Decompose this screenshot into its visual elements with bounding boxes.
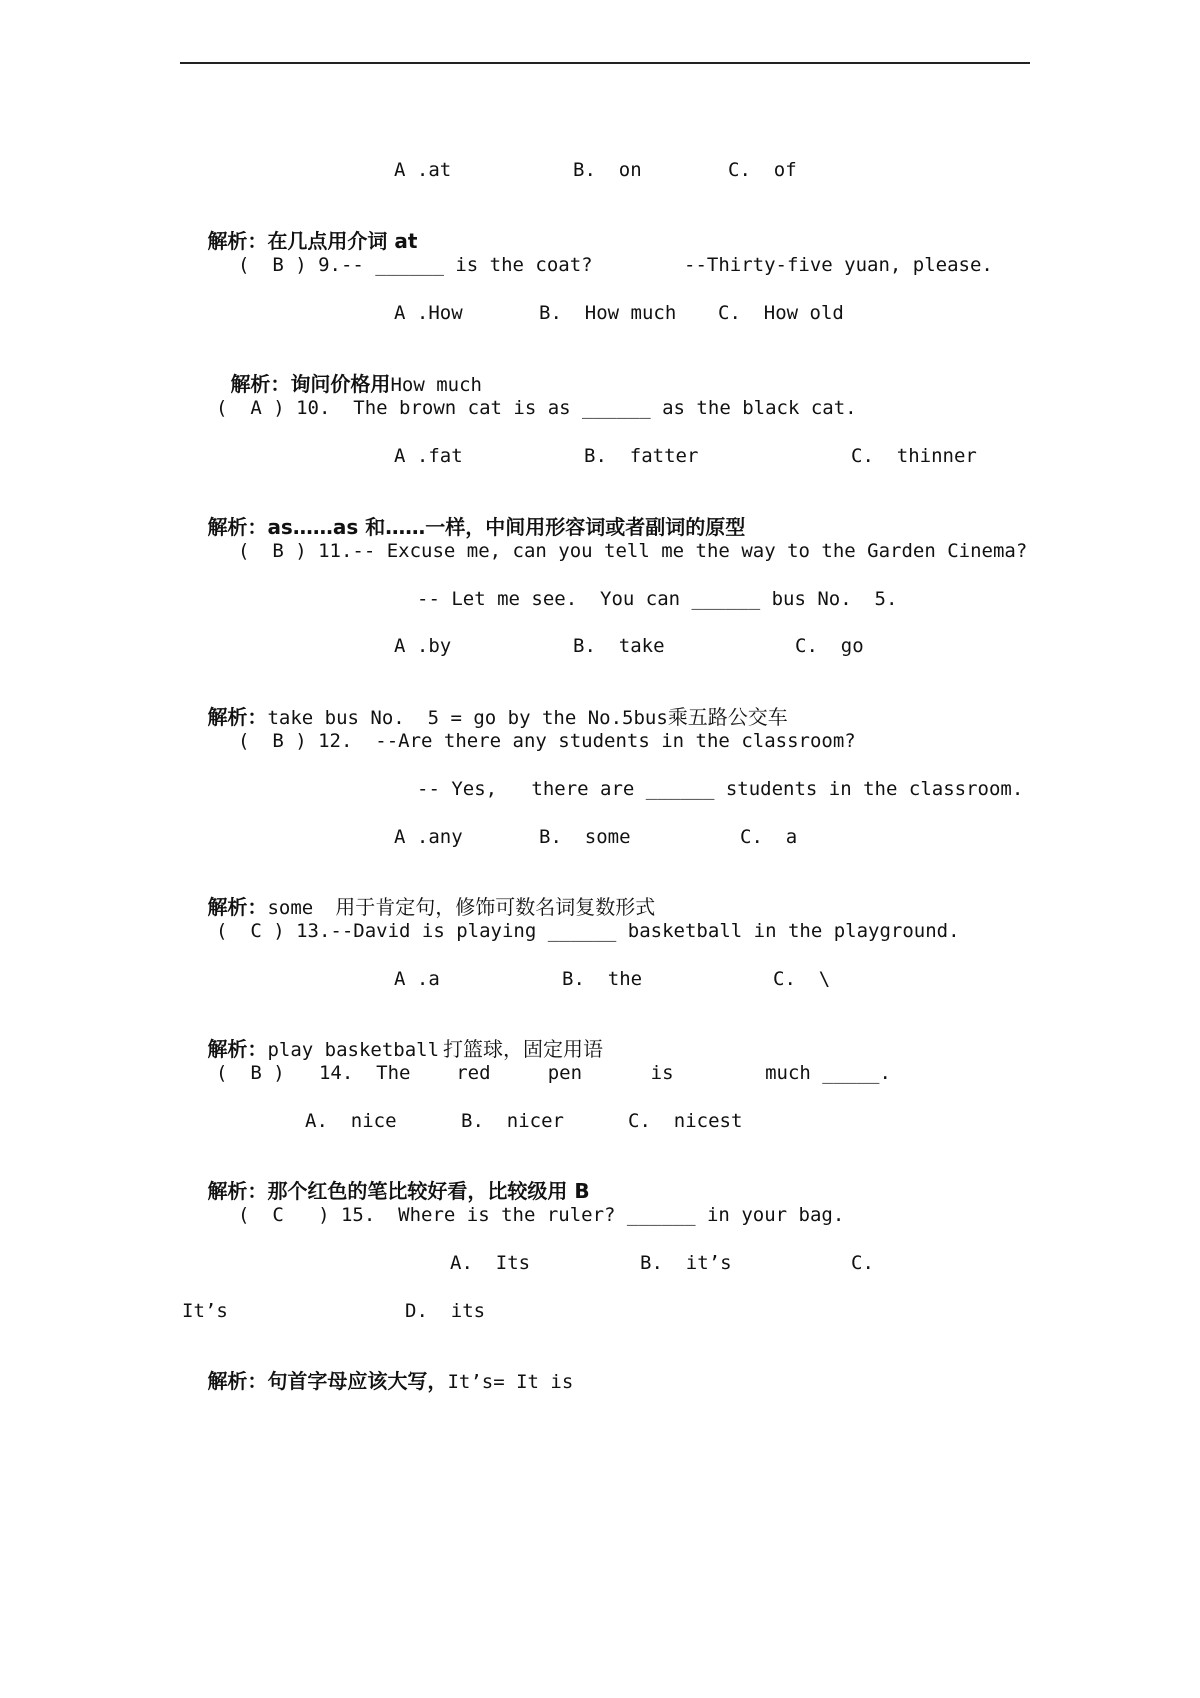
analysis-text-cn: 打篮球，固定用语: [443, 1037, 604, 1061]
analysis-15: [182, 1345, 574, 1393]
analysis-text-cn: 用于肯定句，修饰可数名词复数形式: [335, 895, 656, 919]
analysis-label: 解析：: [207, 1037, 268, 1061]
analysis-8: [182, 205, 418, 253]
q15-stem: ( C ) 15. Where is the ruler? ______ in your bag.: [238, 1204, 845, 1226]
q9-option-b: B. How much: [539, 302, 677, 324]
analysis-text: as……as 和……一样，中间用形容词或者副词的原型: [267, 515, 746, 539]
analysis-label: 解析：: [207, 515, 268, 539]
analysis-text-en: It’s= It is: [447, 1371, 574, 1393]
q10-option-a: A .fat: [394, 445, 463, 467]
analysis-label: 解析：: [207, 1179, 268, 1203]
analysis-text-en: play basketball: [267, 1039, 440, 1061]
q12-stem: ( B ) 12. --Are there any students in the classroom?: [238, 730, 856, 752]
analysis-14: [182, 1155, 590, 1203]
q13-option-c: C. \: [773, 968, 831, 990]
q9-reply: --Thirty-five yuan, please.: [684, 254, 993, 276]
analysis-12: [182, 871, 656, 919]
q13-stem: ( C ) 13.--David is playing ______ basketball in the playground.: [216, 920, 960, 942]
analysis-label: 解析：: [207, 1369, 268, 1393]
q11-option-c: C. go: [795, 635, 864, 657]
q15-option-c-text: It’s: [182, 1300, 228, 1322]
analysis-13: [182, 1013, 604, 1061]
analysis-10: [182, 491, 746, 539]
analysis-text-cn: 询问价格用: [290, 372, 391, 396]
q12-reply: -- Yes, there are ______ students in the classroom.: [417, 778, 1024, 800]
q14-option-a: A. nice: [305, 1110, 397, 1132]
header-rule: [180, 62, 1030, 64]
analysis-9: [205, 348, 482, 396]
q10-option-c: C. thinner: [851, 445, 977, 467]
q9-option-a: A .How: [394, 302, 463, 324]
q12-option-b: B. some: [539, 826, 631, 848]
analysis-text-en: How much: [390, 374, 482, 396]
q11-option-a: A .by: [394, 635, 452, 657]
q14-option-c: C. nicest: [628, 1110, 743, 1132]
q9-stem: ( B ) 9.-- ______ is the coat?: [238, 254, 593, 276]
analysis-label: 解析：: [207, 895, 268, 919]
q12-option-c: C. a: [740, 826, 798, 848]
q13-option-a: A .a: [394, 968, 440, 990]
q11-reply: -- Let me see. You can ______ bus No. 5.: [417, 588, 898, 610]
analysis-text: 在几点用介词 at: [267, 229, 418, 253]
analysis-text-en: take bus No. 5 = go by the No.5bus: [267, 707, 668, 729]
analysis-label: 解析：: [230, 372, 291, 396]
q9-option-c: C. How old: [718, 302, 844, 324]
analysis-text: 那个红色的笔比较好看，比较级用 B: [267, 1179, 590, 1203]
analysis-text-en: some: [267, 897, 314, 919]
q13-option-b: B. the: [562, 968, 643, 990]
analysis-11: [182, 681, 788, 729]
q11-stem: ( B ) 11.-- Excuse me, can you tell me the way to the Garden Cinema?: [238, 540, 1028, 562]
q15-option-d: D. its: [405, 1300, 486, 1322]
q10-stem: ( A ) 10. The brown cat is as ______ as the black cat.: [216, 397, 857, 419]
analysis-text-cn: 乘五路公交车: [667, 705, 788, 729]
analysis-label: 解析：: [207, 705, 268, 729]
analysis-label: 解析：: [207, 229, 268, 253]
analysis-text-cn: 句首字母应该大写，: [267, 1369, 448, 1393]
q8-option-c: C. of: [728, 159, 797, 181]
q10-option-b: B. fatter: [584, 445, 699, 467]
q12-option-a: A .any: [394, 826, 463, 848]
q8-option-a: A .at: [394, 159, 452, 181]
q15-option-a: A. Its: [450, 1252, 531, 1274]
q15-option-c: C.: [851, 1252, 874, 1274]
q8-option-b: B. on: [573, 159, 642, 181]
q11-option-b: B. take: [573, 635, 665, 657]
q15-option-b: B. it’s: [640, 1252, 732, 1274]
q14-stem: ( B ) 14. The red pen is much _____.: [216, 1062, 891, 1084]
q14-option-b: B. nicer: [461, 1110, 564, 1132]
